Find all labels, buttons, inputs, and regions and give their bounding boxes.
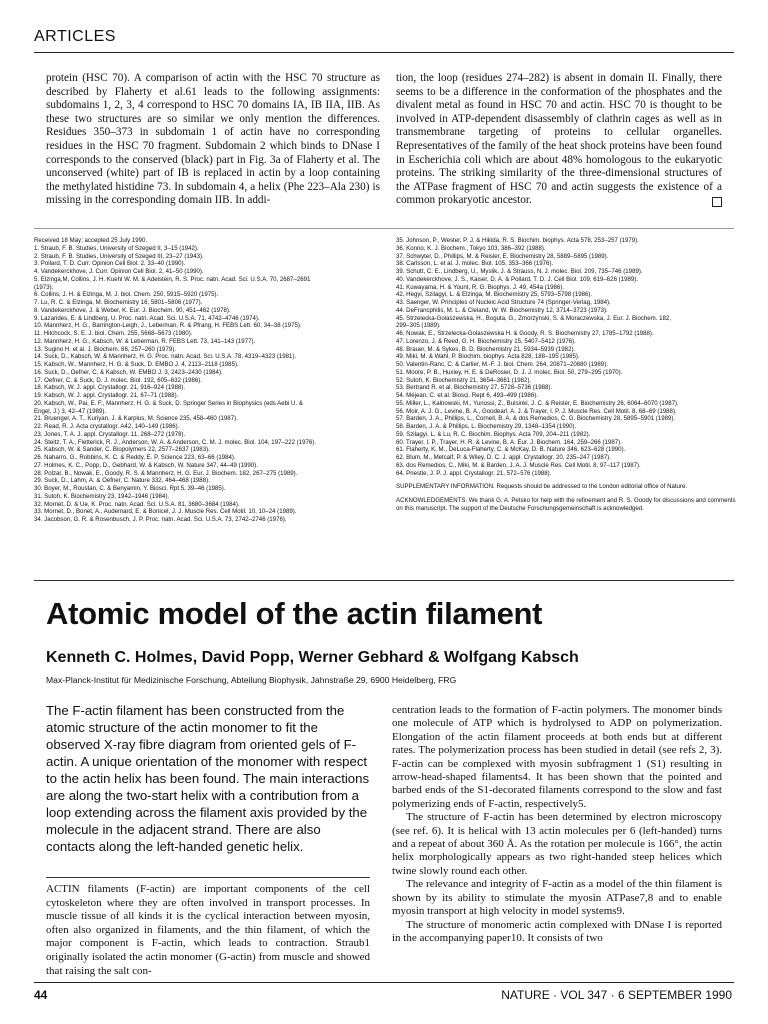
footer-rule: [34, 982, 734, 983]
reference-entry: 19. Kabsch, W. J. appl. Crystallogr. 21, 67–71 (1988).: [34, 392, 179, 399]
reference-entry: 11. Hitchcock, S. E. J. biol. Chem. 255, 5668–5673 (1980).: [34, 330, 193, 337]
reference-entry: 52. Sutoh, K. Biochemistry 21, 3654–3661 (1982).: [396, 376, 532, 384]
paragraph: The structure of monomeric actin complexed with DNase I is reported in the accompanying paper10. It consists of two: [392, 918, 722, 944]
end-mark-icon: [712, 197, 722, 207]
reference-entry: 30. Boyer, M., Roustan, C. & Benyamin, Y. Biosci. Rpt 5, 39–46 (1985).: [34, 485, 226, 492]
reference-entry: 39. Schutt, C. E., Lindberg, U., Myslik, J. & Strauss, N. J. molec. Biol. 209, 735–746 (1989).: [396, 268, 643, 275]
reference-entry: 10. Mannherz, H. G., Barrington-Leigh, J., Leberman, R. & Pfrang, H. FEBS Lett. 60, 34–38 (1975).: [34, 322, 302, 330]
reference-entry: 12. Mannherz, H. G., Kabsch, W. & Leberman, R. FEBS Lett. 73, 141–143 (1977).: [34, 337, 256, 345]
reference-entry: 42. Hegyi, Szilagyi, L. & Elzinga, M. Biochemistry 25, 5793–5798 (1986).: [396, 291, 593, 299]
paragraph: centration leads to the formation of F-actin polymers. The monomer binds one molecule of ATP which is hydrolysed to ADP on polymerization. Elongation of the actin filament proceeds at both ends but at different rates. The polymerization process has been studied in detail (see refs 2, 3). F-actin can be complexed with myosin subfragment 1 (S1) resulting in arrow-head-shaped filaments4. It has been shown that the pointed and barbed ends of the S1-decorated filaments correspond to the slow and fast polymerizing ends of F-actin, respectively5.: [392, 704, 722, 810]
reference-entry: 14. Suck, D., Kabsch, W. & Mannherz, H. G. Proc. natn. Acad. Sci. U.S.A. 78, 4319–4323 (1981).: [34, 353, 297, 361]
article-title: Atomic model of the actin filament: [46, 596, 543, 631]
reference-entry: 51. Moore, P. B., Huxley, H. E. & DeRosier, D. J. J. molec. Biol. 50, 279–295 (1970).: [396, 368, 623, 376]
paragraph: The relevance and integrity of F-actin as a model of the thin filament is shown by its ability to stimulate the myosin ATPase7,8 and to enable myosin transport at high velocity in model systems9.: [392, 878, 722, 918]
reference-entry: 15. Kabsch, W., Mannherz, H. G. & Suck, D. EMBO J. 4, 2113–2118 (1985).: [34, 361, 239, 368]
article-abstract: The F-actin filament has been constructed from the atomic structure of the actin monomer to fit the observed X-ray fibre diagram from oriented gels of F-actin. A unique orientation of the monomer with respect to the actin helix has been found. The main interactions are along the two-start helix with a contribution from a loop extending across the filament axis provided by the molecule in the adjacent strand. There are also contacts along the left-handed genetic helix.: [46, 703, 370, 854]
reference-entry: 25. Kabsch, W. & Sander, C. Biopolymers 22, 2577–2637 (1983).: [34, 446, 210, 454]
reference-entry: 1. Straub, F. B. Studies, University of Szeged II, 3–15 (1942).: [34, 244, 199, 252]
reference-entry: 18. Kabsch, W. J. appl. Crystallogr. 21, 916–924 (1988).: [34, 384, 186, 392]
reference-entry: 9. Lazarides, E. & Lindberg, U. Proc. natn. Acad. Sci. U.S.A. 71, 4742–4746 (1974).: [34, 314, 260, 322]
reference-entry: Engel, J.) 3, 42–47 (1989).: [34, 407, 107, 415]
reference-entry: 64. Priestle, J. P. J. appl. Crystallogr. 21, 572–576 (1988).: [396, 469, 552, 477]
reference-entry: 33. Mornet, D., Bonet, A., Audemard, E. & Bonicel, J. J. Muscle Res. Cell Motil. 10, 10–24 (1989).: [34, 508, 297, 516]
page-number: 44: [34, 988, 48, 1002]
reference-entry: 56. Moir, A. J. G., Levine, B. A., Goodearl, A. J. & Trayer, I. P. J. Muscle Res. Cell Motil. 8, 68–69 (1988).: [396, 407, 677, 415]
reference-entry: 24. Steitz, T. A., Fletterick, R. J., Anderson, W. A. & Anderson, C. M. J. molec. Biol. 104, 197–222 (1976).: [34, 438, 317, 446]
section-header: ARTICLES: [34, 28, 116, 45]
previous-article-text-left: [46, 72, 380, 208]
references-left: [34, 237, 374, 524]
reference-entry: 36. Konno, K. J. Biochem., Tokyo 103, 386–392 (1988).: [396, 244, 546, 252]
reference-entry: 41. Kuwayama, H. & Yount, R. G. Biophys. J. 49, 454a (1986).: [396, 283, 565, 291]
reference-entry: 46. Nowak, E., Strzelecka-Golaszewska H. & Goody, R. S. Biochemistry 27, 1785–1792 (1988).: [396, 330, 654, 337]
journal-citation: NATURE · VOL 347 · 6 SEPTEMBER 1990: [501, 988, 732, 1002]
reference-entry: 49. Miki, M. & Wahl, P. Biochim. biophys. Acta 828, 188–195 (1985).: [396, 353, 580, 361]
reference-entry: 17. Oefner, C. & Suck, D. J. molec. Biol. 192, 605–632 (1986).: [34, 376, 203, 384]
header-rule: [34, 52, 734, 53]
paragraph: The structure of F-actin has been determined by electron microscopy (see ref. 6). It is helical with 13 actin molecules per 6 (left-handed) turns and a repeat of about 360 Å. As the rotation per molecule is 166°, the actin helix morphologically appears as two right-handed steep helices which twine slowly round each other.: [392, 811, 722, 877]
reference-entry: 45. Strzelecka-Golaszewska, H., Boguta, G., Zmorzynski, S. & Moraczewska, J. Eur. J. Biochem. 182,: [396, 314, 671, 322]
references-right: [396, 237, 736, 513]
reference-entry: 20. Kabsch, W., Pai, E. F., Mannherz, H. G. & Suck, D. Springer Series in Biophysics (eds Aebi U. &: [34, 399, 303, 407]
acknowledgements: ACKNOWLEDGEMENTS. We thank G. A. Petsko for help with the refinement and R. S. Goody for discussions and comments on this manuscript. The support of the Deutsche Forschungsgemeinschaft is acknowledged.: [396, 497, 736, 512]
reference-entry: 22. Read, R. J. Acta crystallogr. A42, 140–149 (1986).: [34, 423, 180, 430]
reference-entry: 61. Flaherty, K. M., DeLuca-Flaherty, C. & McKay, D. B. Nature 346, 623–628 (1990).: [396, 446, 626, 454]
article-body-right: [392, 704, 722, 945]
reference-entry: 32. Mornet, D. & Ue, K. Proc. natn. Acad. Sci. U.S.A. 81, 3680–3684 (1984).: [34, 500, 240, 508]
reference-entry: 57. Barden, J. A., Phillips, L., Cornell, B. A. & dos Remedios, C. G. Biochemistry 28, 5895–5901 (1989).: [396, 415, 676, 423]
reference-entry: (1973).: [34, 283, 54, 291]
reference-entry: 4. Vandekerckhove, J. Curr. Opinion Cell Biol. 2, 41–50 (1990).: [34, 268, 204, 275]
reference-entry: 40. Vandekerckhove, J. S., Kaiser, D. A. & Pollard, T. D. J. Cell Biol. 109, 619–626 (1989).: [396, 275, 638, 283]
reference-entry: 13. Sugino H. et al. J. Biochem. 86, 257–260 (1979).: [34, 345, 176, 353]
reference-entry: 28. Polzar, B., Nowak, E., Goody, R. S. & Mannherz, H. G. Eur. J. Biochem. 182, 267–275 (1989).: [34, 469, 298, 477]
previous-article-text-right: [396, 72, 722, 208]
references-rule: [34, 228, 734, 229]
reference-entry: 48. Brauer, M. & Sykes, B. D. Biochemistry 21, 5934–5939 (1982).: [396, 345, 576, 353]
reference-entry: 16. Suck, D., Oefner, C. & Kabsch, W. EMBO J. 3, 2423–2430 (1984).: [34, 368, 223, 376]
reference-entry: 50. Valentin-Ranc, C. & Carlier, M.-F. J. biol. Chem. 264, 20871–20880 (1989).: [396, 361, 608, 368]
article-affiliation: Max-Planck-Institut für Medizinische Forschung, Abteilung Biophysik, Jahnstraße 29, 6900 Heidelberg, FRG: [46, 675, 457, 685]
reference-entry: 59. Szilagyi, L. & Lu, R. C. Biochim. Biophys. Acta 709, 204–211 (1982).: [396, 430, 591, 438]
reference-entry: 29. Suck, D., Lahm, A. & Oefner, C. Nature 332, 464–468 (1988).: [34, 477, 210, 485]
reference-entry: 63. dos Remedios, C., Miki, M. & Barden, J. A. J. Muscle Res. Cell Motil. 8, 97–117 (1987).: [396, 461, 641, 469]
reference-entry: 34. Jacobson, G. R. & Rosenbusch, J. P. Proc. natn. Acad. Sci. U.S.A. 73, 2742–2746 (1976).: [34, 516, 287, 523]
supplementary-info: SUPPLEMENTARY INFORMATION. Requests should be addressed to the London editorial office of Nature.: [396, 483, 688, 491]
reference-entry: 23. Jones, T. A. J. appl. Crystallogr. 11, 268–272 (1978).: [34, 430, 186, 438]
reference-entry: 7. Lu, R. C. & Elzinga, M. Biochemistry 16, 5801–5806 (1977).: [34, 299, 203, 306]
reference-entry: 35. Johnson, P., Wester, P. J. & Hikida, R. S. Biochim. biophys. Acta 578, 253–257 (1979).: [396, 237, 639, 244]
reference-entry: 37. Schwyter, D., Phillips, M. & Reisler, E. Biochemistry 28, 5889–5895 (1989).: [396, 252, 609, 260]
reference-entry: 5. Elzinga,M, Collins, J. H. Kuehl W. M. & Adelstein, R. S. Proc. natn. Acad. Sci. U.S.A. 70, 2687–2691: [34, 275, 311, 283]
reference-entry: 6. Collins, J. H. & Elzinga, M. J. biol. Chem. 250, 5915–5920 (1975).: [34, 291, 219, 299]
reference-entry: 21. Bruenger, A. T., Kuriyan, J. & Karplus, M. Science 235, 458–460 (1987).: [34, 415, 238, 423]
paragraph: tion, the loop (residues 274–282) is absent in domain II. Finally, there seems to be a difference in the conformation of the phosphates and the divalent metal as found in HSC 70 and actin. HSC 70 is thought to be involved in ATP-dependent disassembly of clathrin cages as well as in transmembrane targeting of proteins to cellular organelles. Representatives of the family of the heat shock proteins have been found in Escherichia coli which are about 48% homologous to the eukaryotic proteins. The striking similarity of the three-dimensional structures of the ATPase fragment of HSC 70 and actin suggests the existence of a common prokaryotic ancestor.: [396, 72, 722, 207]
reference-entry: 31. Sutoh, K. Biochemistry 23, 1942–1946 (1984).: [34, 492, 170, 500]
reference-entry: 62. Blum, M., Metcalf, P. & Wiley, D. C. J. appl. Crystallogr. 20, 235–247 (1987).: [396, 454, 611, 461]
reference-entry: 26. Naharro, G., Robbins, K. C. & Reddy, E. P. Science 223, 63–66 (1984).: [34, 454, 236, 461]
reference-entry: 44. DeFrancphilis, M. L. & Cleland, W. W. Biochemistry 12, 3714–3723 (1973).: [396, 306, 608, 314]
article-authors: Kenneth C. Holmes, David Popp, Werner Gebhard & Wolfgang Kabsch: [46, 649, 579, 666]
reference-entry: Received 18 May; accepted 25 July 1990.: [34, 237, 148, 244]
abstract-rule: [46, 877, 370, 878]
reference-entry: 43. Saenger, W. Principles of Nucleic Acid Structure 74 (Springer-Verlag, 1984).: [396, 299, 611, 306]
article-rule: [34, 580, 734, 581]
reference-entry: 299–305 (1989).: [396, 322, 441, 330]
reference-entry: 55. Miller, L., Kalnowski, M., Yunossi, Z., Bulsinki, J. C. & Reisler, E. Biochemistry 26, 6064–6070 (1987).: [396, 399, 679, 407]
reference-entry: 54. Méjean, C. et al. Biosci. Rept 6, 493–499 (1986).: [396, 392, 538, 399]
reference-entry: 53. Bertrand R. et al. Biochemistry 27, 5728–5736 (1988).: [396, 384, 553, 392]
reference-entry: 3. Pollard, T. D. Curr. Opinion Cell Biol. 2, 33–40 (1990).: [34, 260, 186, 268]
reference-entry: 60. Trayer, I. P., Trayer, H. R. & Levine, B. A. Eur. J. Biochem. 164, 259–266 (1987).: [396, 438, 622, 446]
reference-entry: 8. Vandekerckhove, J. & Weber, K. Eur. J. Biochem. 90, 451–462 (1978).: [34, 306, 231, 314]
reference-entry: 58. Barden, J. A. & Phillips, L. Biochemistry 29, 1348–1354 (1990).: [396, 423, 577, 430]
reference-entry: 47. Lorenzo, J. & Reed, G. H. Biochemistry 15, 5407–5412 (1976).: [396, 337, 576, 345]
reference-entry: 27. Holmes, K. C., Popp, D., Gebhard, W. & Kabsch, W. Nature 347, 44–49 (1990).: [34, 461, 258, 469]
reference-entry: 2. Straub, F. B. Studies, University of Szeged III, 23–27 (1943).: [34, 252, 204, 260]
article-body-left: ACTIN filaments (F-actin) are important components of the cell cytoskeleton where they are often involved in transport processes. In muscle tissue of all kinds it is the cyclical interaction between myosin, often also organized in filaments, and the thin filament, of which the major component is F-actin, which leads to contraction. Straub1 originally isolated the actin monomer (G-actin) from muscle and showed that raising the salt con-: [46, 883, 370, 977]
reference-entry: 38. Carlsson, L. et al. J. molec. Biol. 105, 353–366 (1976).: [396, 260, 554, 268]
paragraph: protein (HSC 70). A comparison of actin with the HSC 70 structure as described by Flaherty et al.61 leads to the following assignments: subdomains 1, 2, 3, 4 correspond to HSC 70 domains IA, IB IIA, IIB. As these two structures are so similar we only mention the differences. Residues 350–373 in subdomain 1 of actin have no corresponding residues in the HSC 70 fragment. Subdomain 2 which binds to DNase I corresponds to the conserved (black) part in Fig. 3a of Flaherty et al. The unconserved (white) part of IB is replaced in actin by a loop containing the methylated histidine 73. In subdomain 4, a helix (Phe 223–Ala 230) is missing in the corresponding domain IIB. In addi-: [46, 72, 380, 207]
